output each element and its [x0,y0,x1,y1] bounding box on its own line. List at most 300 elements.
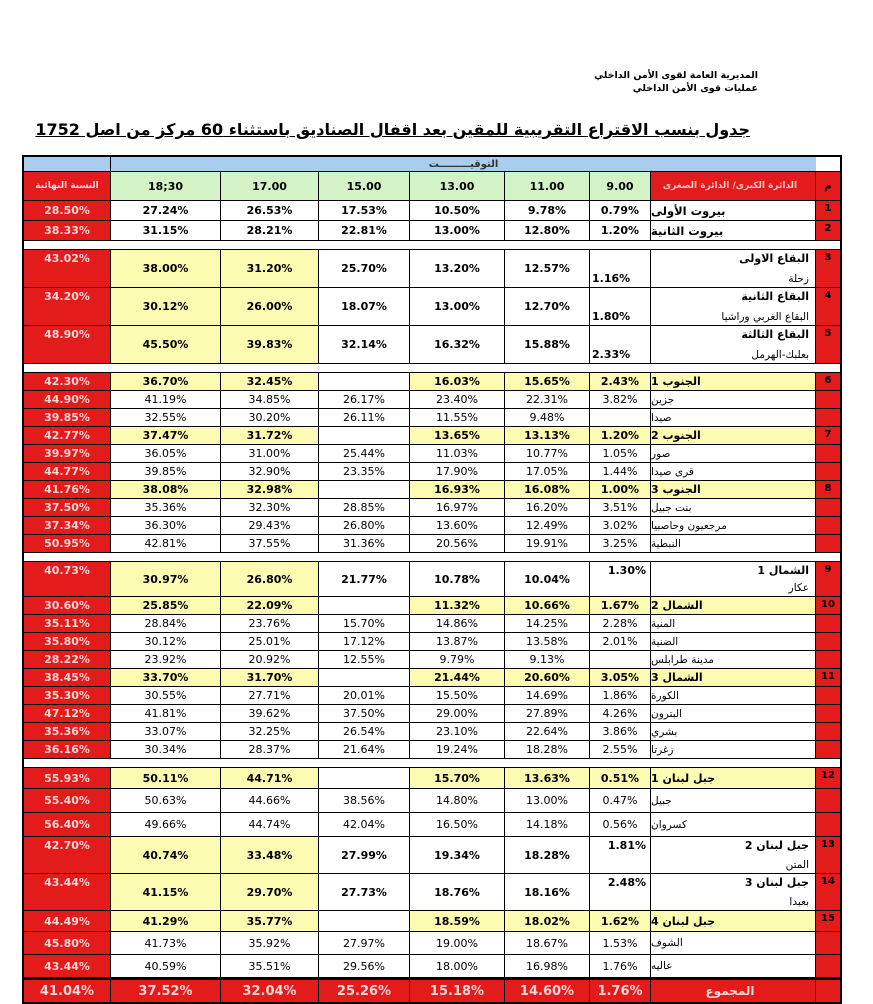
turnout-value: 26.17% [318,391,409,408]
total-label: المجموع [650,980,815,1002]
turnout-value: 20.92% [220,651,318,668]
table-row [24,221,840,241]
table-row [24,463,840,481]
turnout-value: 29.70% [220,874,318,910]
turnout-value: 20.56% [409,535,504,552]
turnout-value: 19.34% [409,837,504,873]
district-name: بشري [650,723,815,740]
turnout-value: 3.86% [589,723,650,740]
turnout-value: 0.79% [589,201,650,220]
turnout-value: 26.80% [220,562,318,596]
total-row [24,978,840,1002]
turnout-value: 14.18% [504,813,589,836]
row-number [815,705,840,722]
org-name: المديرية العامة لقوى الأمن الداخلي [594,70,758,81]
turnout-value: 20.01% [318,687,409,704]
row-number [815,789,840,812]
row-number: 6 [815,373,840,390]
district-name: الشمال 3 [650,669,815,686]
row-number [815,615,840,632]
turnout-value: 0.51% [589,768,650,788]
row-number: 12 [815,768,840,788]
turnout-value: 30.12% [110,633,220,650]
turnout-value: 13.00% [409,288,504,325]
turnout-value: 17.05% [504,463,589,480]
turnout-value: 14.25% [504,615,589,632]
turnout-value: 12.55% [318,651,409,668]
total-value: 25.26% [318,980,409,1002]
turnout-value: 45.50% [110,326,220,363]
district-name: زغرتا [650,741,815,758]
col-time: 9.00 [589,172,650,200]
turnout-value: 29.00% [409,705,504,722]
table-row [24,288,840,326]
turnout-value: 39.83% [220,326,318,363]
turnout-value: 31.20% [220,250,318,287]
turnout-value: 3.51% [589,499,650,516]
final-rate: 55.93% [24,768,110,788]
turnout-value: 1.20% [589,427,650,444]
turnout-value: 22.31% [504,391,589,408]
turnout-value: 44.71% [220,768,318,788]
turnout-value: 9.78% [504,201,589,220]
col-time: 11.00 [504,172,589,200]
turnout-value: 41.19% [110,391,220,408]
table-row [24,481,840,499]
district-name: الكورة [650,687,815,704]
table-row [24,789,840,813]
turnout-value: 11.55% [409,409,504,426]
turnout-value: 9.13% [504,651,589,668]
turnout-value: 37.50% [318,705,409,722]
turnout-value: 15.70% [318,615,409,632]
turnout-value: 41.29% [110,911,220,931]
row-number: 8 [815,481,840,498]
final-rate: 37.34% [24,517,110,534]
turnout-value: 23.92% [110,651,220,668]
table-row [24,687,840,705]
turnout-value [589,651,650,668]
turnout-value: 39.85% [110,463,220,480]
turnout-value: 33.48% [220,837,318,873]
total-value: 15.18% [409,980,504,1002]
row-number [815,813,840,836]
table-row [24,768,840,789]
district-name: مرجعيون وحاصبيا [650,517,815,534]
turnout-value: 44.74% [220,813,318,836]
turnout-value: 1.67% [589,597,650,614]
final-rate: 37.50% [24,499,110,516]
page-title: جدول بنسب الاقتراع التقريبية للمقين بعد اقفال الصناديق باستثناء 60 مركز من اصل 1752 [35,120,750,139]
subdistrict-label: عكار [788,582,809,594]
turnout-value: 34.85% [220,391,318,408]
turnout-value: 26.80% [318,517,409,534]
turnout-value: 35.51% [220,955,318,977]
turnout-value: 30.20% [220,409,318,426]
turnout-value: 13.58% [504,633,589,650]
turnout-value: 23.10% [409,723,504,740]
turnout-value: 3.82% [589,391,650,408]
final-rate: 42.77% [24,427,110,444]
turnout-value: 18.28% [504,837,589,873]
row-number [815,932,840,954]
turnout-value: 10.50% [409,201,504,220]
table-row [24,499,840,517]
final-rate: 35.30% [24,687,110,704]
district-name: مدينة طرابلس [650,651,815,668]
turnout-value: 20.60% [504,669,589,686]
turnout-value: 40.59% [110,955,220,977]
turnout-value: 29.56% [318,955,409,977]
turnout-value: 12.49% [504,517,589,534]
row-number [815,409,840,426]
turnout-value: 32.45% [220,373,318,390]
turnout-value: 28.37% [220,741,318,758]
district-name: قرى صيدا [650,463,815,480]
turnout-value: 1.16% [589,250,650,287]
row-number: 11 [815,669,840,686]
final-rate: 44.77% [24,463,110,480]
final-rate: 39.85% [24,409,110,426]
turnout-table [22,155,842,1004]
row-number: 5 [815,326,840,363]
row-number [815,391,840,408]
turnout-value: 18.28% [504,741,589,758]
row-number: 10 [815,597,840,614]
turnout-value: 42.04% [318,813,409,836]
final-rate: 39.97% [24,445,110,462]
final-rate: 41.76% [24,481,110,498]
final-rate: 44.90% [24,391,110,408]
turnout-value: 36.70% [110,373,220,390]
district-name [650,250,815,287]
row-number [815,499,840,516]
district-name: صور [650,445,815,462]
section-separator [24,364,840,373]
turnout-value: 32.25% [220,723,318,740]
turnout-value: 30.34% [110,741,220,758]
turnout-value: 13.60% [409,517,504,534]
turnout-value [318,481,409,498]
col-time: 17.00 [220,172,318,200]
row-number [815,517,840,534]
turnout-value: 27.71% [220,687,318,704]
turnout-value: 27.73% [318,874,409,910]
total-num [815,980,840,1002]
turnout-value: 2.33% [589,326,650,363]
turnout-value: 18.76% [409,874,504,910]
row-number [815,463,840,480]
final-rate: 48.90% [24,326,110,363]
row-number: 4 [815,288,840,325]
turnout-value: 38.08% [110,481,220,498]
turnout-value: 19.91% [504,535,589,552]
total-value: 1.76% [589,980,650,1002]
row-number [815,955,840,977]
turnout-value: 12.70% [504,288,589,325]
turnout-value: 18.59% [409,911,504,931]
turnout-value: 27.97% [318,932,409,954]
final-rate: 45.80% [24,932,110,954]
turnout-value: 1.00% [589,481,650,498]
turnout-value: 28.84% [110,615,220,632]
row-number [815,535,840,552]
turnout-value: 33.70% [110,669,220,686]
turnout-value: 2.55% [589,741,650,758]
turnout-value: 22.64% [504,723,589,740]
turnout-value: 27.99% [318,837,409,873]
turnout-value: 1.53% [589,932,650,954]
turnout-value [318,597,409,614]
turnout-value [589,409,650,426]
turnout-value: 18.00% [409,955,504,977]
turnout-value: 15.70% [409,768,504,788]
row-number [815,633,840,650]
turnout-value: 14.69% [504,687,589,704]
turnout-value: 36.30% [110,517,220,534]
district-label: البقاع الاولى [739,252,809,265]
turnout-value [318,768,409,788]
turnout-value: 16.50% [409,813,504,836]
turnout-value: 36.05% [110,445,220,462]
table-row [24,669,840,687]
turnout-value: 13.87% [409,633,504,650]
table-header [24,172,840,201]
turnout-value: 15.65% [504,373,589,390]
turnout-value: 18.16% [504,874,589,910]
total-value: 32.04% [220,980,318,1002]
final-rate: 30.60% [24,597,110,614]
col-num: م [815,172,840,200]
table-body [24,201,840,978]
turnout-value: 30.55% [110,687,220,704]
turnout-value: 19.24% [409,741,504,758]
row-number: 7 [815,427,840,444]
turnout-value: 50.11% [110,768,220,788]
turnout-value: 41.81% [110,705,220,722]
turnout-value: 35.77% [220,911,318,931]
turnout-value: 23.35% [318,463,409,480]
turnout-value: 30.12% [110,288,220,325]
turnout-value: 21.77% [318,562,409,596]
turnout-value: 22.09% [220,597,318,614]
final-rate: 44.49% [24,911,110,931]
turnout-value [318,427,409,444]
turnout-value: 31.15% [110,221,220,240]
turnout-value: 1.30% [589,562,650,596]
col-time: 18;30 [110,172,220,200]
turnout-value: 30.97% [110,562,220,596]
turnout-value: 1.20% [589,221,650,240]
turnout-value: 27.89% [504,705,589,722]
turnout-value: 9.48% [504,409,589,426]
turnout-value: 37.55% [220,535,318,552]
turnout-value: 25.01% [220,633,318,650]
turnout-value: 1.44% [589,463,650,480]
district-name: كسروان [650,813,815,836]
turnout-value: 9.79% [409,651,504,668]
final-rate: 42.70% [24,837,110,873]
turnout-value: 50.63% [110,789,220,812]
section-separator [24,759,840,768]
district-name [650,837,815,873]
district-name: الجنوب 1 [650,373,815,390]
district-name [650,326,815,363]
district-name: الشمال 2 [650,597,815,614]
district-label: الشمال 1 [757,564,809,577]
row-number [815,687,840,704]
district-label: جبل لبنان 3 [744,876,809,889]
table-row [24,837,840,874]
col-time: 15.00 [318,172,409,200]
district-name [650,562,815,596]
district-name: صيدا [650,409,815,426]
turnout-value: 17.90% [409,463,504,480]
turnout-value: 21.44% [409,669,504,686]
final-rate: 50.95% [24,535,110,552]
turnout-value: 16.97% [409,499,504,516]
table-row [24,409,840,427]
turnout-value: 0.56% [589,813,650,836]
district-name: الجنوب 3 [650,481,815,498]
turnout-value: 25.85% [110,597,220,614]
turnout-value: 21.64% [318,741,409,758]
turnout-value: 13.00% [504,789,589,812]
table-row [24,427,840,445]
table-row [24,741,840,759]
subdistrict-label: بعلبك-الهرمل [751,349,809,361]
turnout-value: 32.14% [318,326,409,363]
district-name: جبل لبنان 4 [650,911,815,931]
district-name: عاليه [650,955,815,977]
turnout-value: 14.80% [409,789,504,812]
turnout-value: 38.56% [318,789,409,812]
turnout-value: 27.24% [110,201,220,220]
final-rate: 35.80% [24,633,110,650]
turnout-value: 49.66% [110,813,220,836]
table-row [24,723,840,741]
district-name [650,874,815,910]
turnout-value: 3.02% [589,517,650,534]
turnout-value: 29.43% [220,517,318,534]
row-number: 9 [815,562,840,596]
turnout-value: 12.80% [504,221,589,240]
row-number [815,741,840,758]
turnout-value: 1.80% [589,288,650,325]
turnout-value: 31.36% [318,535,409,552]
district-name: الجنوب 2 [650,427,815,444]
turnout-value: 10.66% [504,597,589,614]
table-row [24,705,840,723]
final-rate: 35.36% [24,723,110,740]
turnout-value: 16.32% [409,326,504,363]
turnout-value [318,911,409,931]
district-name: النبطية [650,535,815,552]
timing-label: التوقيـــــــــت [110,157,816,171]
turnout-value: 44.66% [220,789,318,812]
turnout-value: 12.57% [504,250,589,287]
turnout-value: 32.55% [110,409,220,426]
turnout-value: 23.40% [409,391,504,408]
turnout-value: 1.81% [589,837,650,873]
turnout-value: 13.63% [504,768,589,788]
table-row [24,651,840,669]
final-rate: 38.45% [24,669,110,686]
turnout-value: 42.81% [110,535,220,552]
turnout-value: 0.47% [589,789,650,812]
turnout-value: 35.36% [110,499,220,516]
turnout-value: 18.02% [504,911,589,931]
turnout-value: 13.65% [409,427,504,444]
district-label: البقاع الثانية [741,290,809,303]
turnout-value: 1.76% [589,955,650,977]
district-name: جبيل [650,789,815,812]
turnout-value: 32.30% [220,499,318,516]
turnout-value: 15.88% [504,326,589,363]
turnout-value: 39.62% [220,705,318,722]
table-row [24,250,840,288]
district-name: الشوف [650,932,815,954]
final-rate: 28.22% [24,651,110,668]
district-label: البقاع الثالثة [741,328,809,341]
turnout-value: 2.43% [589,373,650,390]
turnout-value: 2.48% [589,874,650,910]
turnout-value: 3.05% [589,669,650,686]
col-final: النسبة النهائية [24,172,110,200]
table-row [24,201,840,221]
turnout-value: 11.32% [409,597,504,614]
turnout-value: 38.00% [110,250,220,287]
table-row [24,911,840,932]
turnout-value: 41.73% [110,932,220,954]
header-blank [24,157,110,171]
table-row [24,615,840,633]
row-number: 14 [815,874,840,910]
turnout-value: 2.01% [589,633,650,650]
final-rate: 35.11% [24,615,110,632]
final-rate: 34.20% [24,288,110,325]
row-number [815,445,840,462]
turnout-value: 16.08% [504,481,589,498]
turnout-value: 17.12% [318,633,409,650]
total-value: 14.60% [504,980,589,1002]
section-separator [24,241,840,250]
turnout-value: 16.03% [409,373,504,390]
turnout-value: 31.70% [220,669,318,686]
table-row [24,633,840,651]
turnout-value: 37.47% [110,427,220,444]
turnout-value: 28.21% [220,221,318,240]
total-value: 37.52% [110,980,220,1002]
final-rate: 47.12% [24,705,110,722]
table-row [24,373,840,391]
row-number: 3 [815,250,840,287]
final-rate: 43.02% [24,250,110,287]
turnout-value: 11.03% [409,445,504,462]
turnout-value: 16.98% [504,955,589,977]
final-rate: 28.50% [24,201,110,220]
row-number: 1 [815,201,840,220]
table-row [24,326,840,364]
final-rate: 55.40% [24,789,110,812]
table-row [24,874,840,911]
turnout-value: 17.53% [318,201,409,220]
subdistrict-label: البقاع الغربي وراشيا [721,311,809,323]
final-rate: 38.33% [24,221,110,240]
turnout-value: 13.00% [409,221,504,240]
turnout-value: 23.76% [220,615,318,632]
turnout-value: 3.25% [589,535,650,552]
